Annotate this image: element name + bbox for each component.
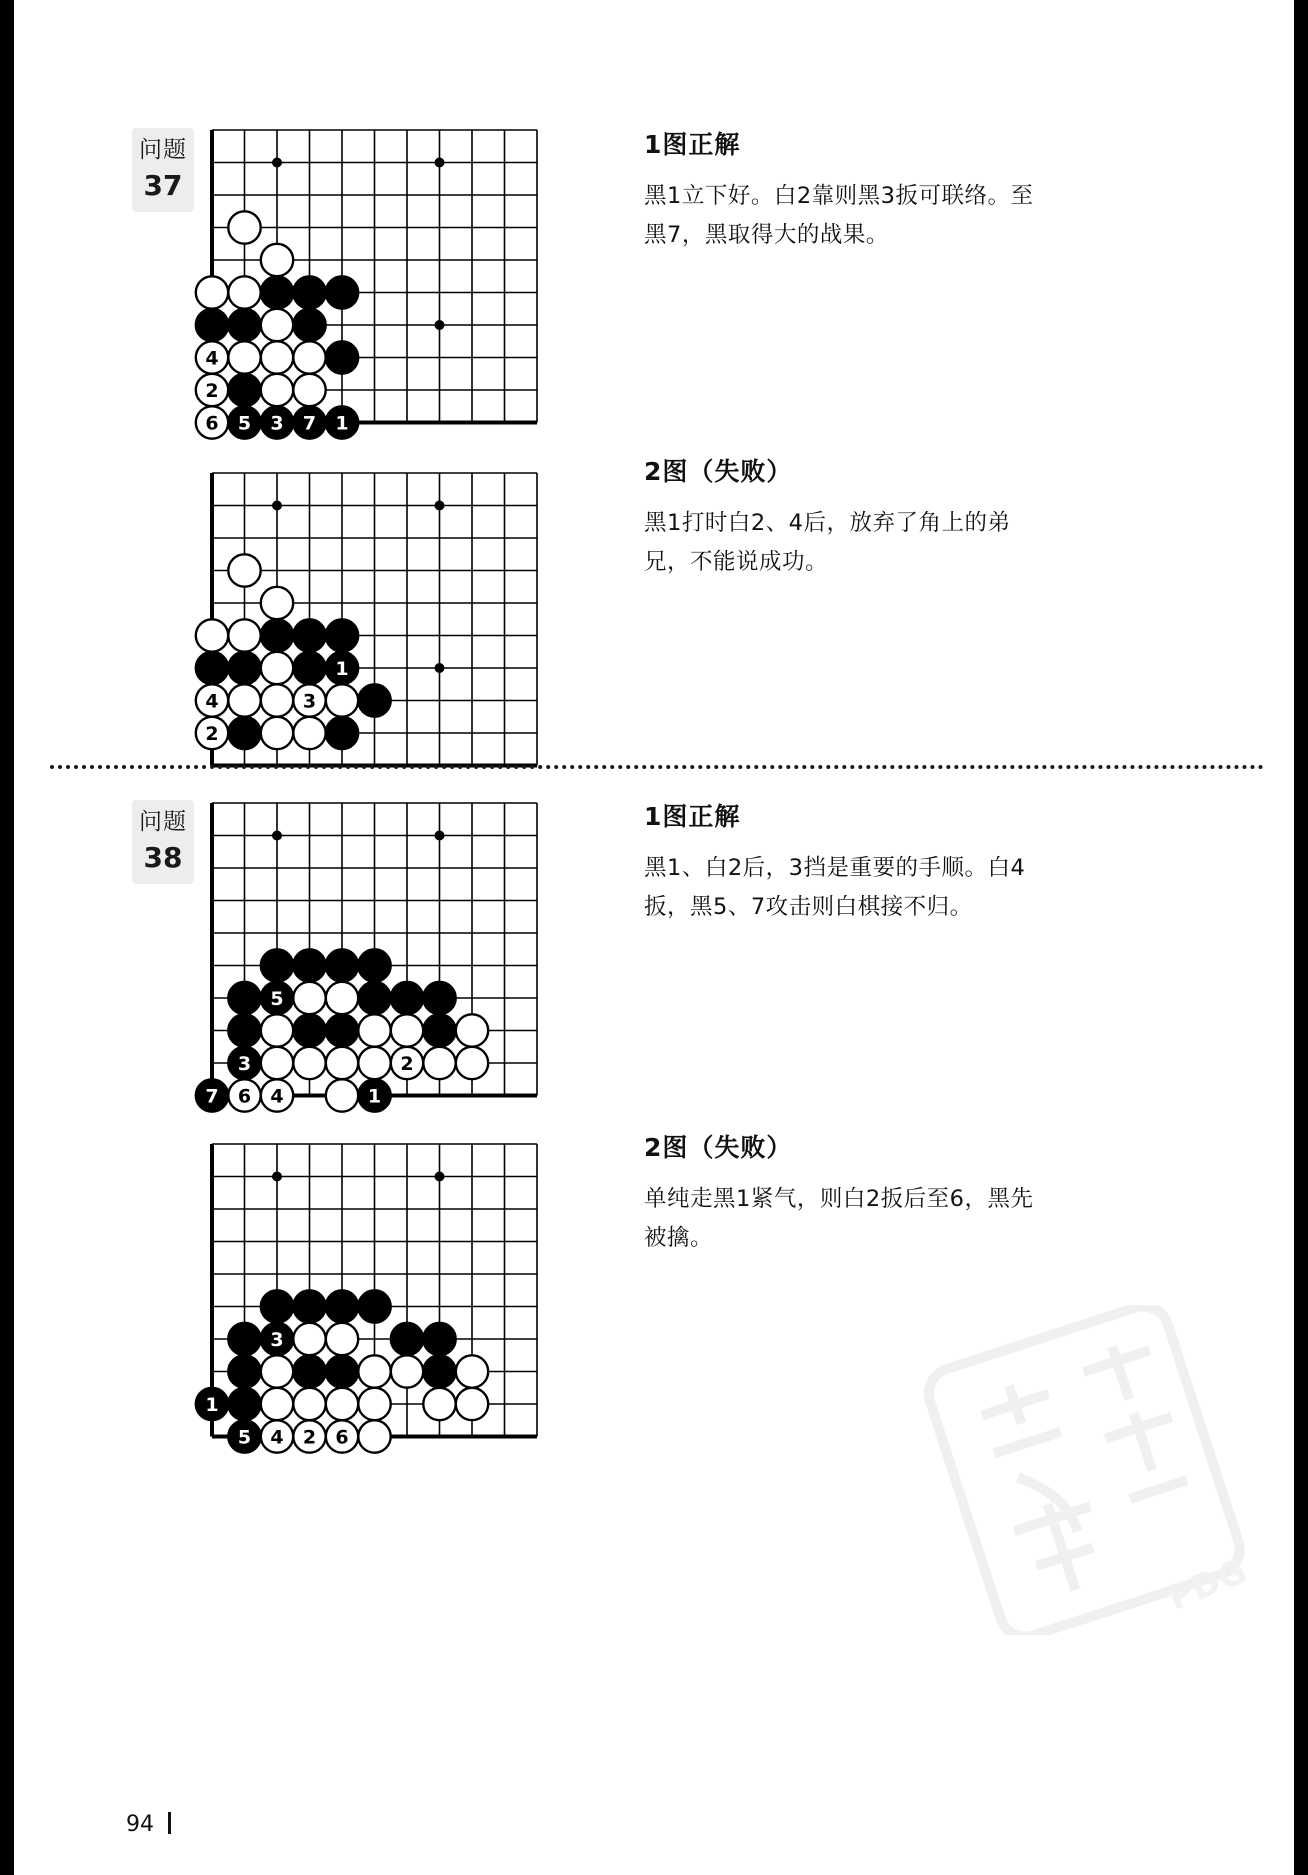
stone-move-number: 7	[205, 1085, 219, 1108]
go-stone-black	[261, 949, 293, 981]
go-stone-black	[423, 982, 455, 1014]
go-stone-white	[456, 1388, 488, 1420]
go-stone-white	[326, 1323, 358, 1355]
go-stone-black	[228, 309, 260, 341]
go-stone-black	[261, 982, 293, 1014]
seal-icon	[924, 1305, 1254, 1635]
go-stone-white	[391, 1014, 423, 1046]
go-stone-black	[261, 619, 293, 651]
go-stone-white	[326, 684, 358, 716]
go-stone-white	[196, 717, 228, 749]
go-stone-white	[293, 717, 325, 749]
go-stone-white	[196, 276, 228, 308]
go-stone-black	[228, 652, 260, 684]
go-stone-black	[228, 1323, 260, 1355]
go-stone-white	[391, 1047, 423, 1079]
problem-tab-word: 问题	[139, 809, 187, 835]
page-sheet	[14, 0, 1294, 1875]
section-divider	[50, 765, 1264, 769]
go-stone-white	[358, 1355, 390, 1387]
go-stone-white	[391, 1355, 423, 1387]
figure-body: 黑1立下好。白2靠则黑3扳可联络。至黑7，黑取得大的战果。	[644, 183, 1034, 248]
go-stone-black	[293, 276, 325, 308]
go-stone-black	[326, 1355, 358, 1387]
stone-move-number: 2	[302, 1426, 317, 1449]
stone-move-number: 1	[367, 1085, 382, 1108]
go-stone-black	[423, 1014, 455, 1046]
go-stone-black	[358, 949, 390, 981]
go-stone-black	[326, 717, 358, 749]
figure-title: 2图（失败）	[644, 457, 793, 486]
problem-tab-word: 问题	[139, 137, 187, 163]
go-stone-white	[358, 1420, 390, 1452]
figure-title: 1图正解	[644, 802, 741, 831]
go-stone-black	[423, 1355, 455, 1387]
stone-move-number: 5	[270, 988, 284, 1011]
go-stone-black	[326, 1014, 358, 1046]
go-stone-black	[228, 982, 260, 1014]
stone-move-number: 1	[335, 412, 349, 435]
go-stone-white	[228, 619, 260, 651]
go-stone-black	[358, 1079, 390, 1111]
go-board-diagram-37-1	[194, 112, 567, 453]
figure-body: 黑1打时白2、4后，放弃了角上的弟兄，不能说成功。	[644, 510, 1011, 575]
go-stone-black	[261, 406, 293, 438]
go-stone-black	[326, 406, 358, 438]
go-grid	[194, 1126, 567, 1467]
go-stone-black	[293, 1355, 325, 1387]
figure-text-37-1	[644, 125, 1034, 254]
go-stone-white	[261, 374, 293, 406]
go-stone-white	[228, 1079, 260, 1111]
go-stone-white	[261, 587, 293, 619]
go-stone-black	[228, 1355, 260, 1387]
go-stone-black	[293, 406, 325, 438]
go-stone-black	[196, 652, 228, 684]
watermark	[924, 1305, 1254, 1635]
go-stone-black	[228, 1388, 260, 1420]
go-board-diagram-38-2	[194, 1126, 567, 1467]
go-stone-black	[196, 1079, 228, 1111]
go-stone-white	[261, 309, 293, 341]
go-stone-white	[423, 1388, 455, 1420]
go-stone-white	[196, 619, 228, 651]
go-stone-white	[261, 244, 293, 276]
go-stone-white	[196, 341, 228, 373]
go-stone-black	[228, 1047, 260, 1079]
go-stone-black	[196, 1388, 228, 1420]
go-stone-white	[261, 1388, 293, 1420]
go-stone-black	[423, 1323, 455, 1355]
page-number	[126, 1812, 171, 1837]
go-stone-white	[293, 374, 325, 406]
problem-tab-37	[132, 128, 194, 212]
problem-tab-number: 37	[143, 169, 183, 203]
go-stone-black	[228, 717, 260, 749]
go-stone-white	[261, 1355, 293, 1387]
go-stone-white	[261, 1420, 293, 1452]
go-stone-black	[228, 374, 260, 406]
go-stone-white	[293, 684, 325, 716]
go-stone-white	[358, 1047, 390, 1079]
go-stone-white	[228, 276, 260, 308]
problem-tab-number: 38	[143, 841, 183, 875]
stone-move-number: 6	[205, 412, 219, 435]
go-stone-white	[326, 1047, 358, 1079]
go-stone-white	[228, 341, 260, 373]
go-stone-white	[358, 1014, 390, 1046]
go-stone-white	[228, 554, 260, 586]
stone-move-number: 3	[237, 1053, 252, 1076]
go-stone-black	[228, 406, 260, 438]
go-stone-white	[228, 684, 260, 716]
stone-move-number: 4	[270, 1426, 284, 1449]
figure-text-38-2	[644, 1128, 1044, 1257]
go-stone-black	[358, 684, 390, 716]
go-stone-white	[358, 1388, 390, 1420]
go-stone-black	[293, 1290, 325, 1322]
go-board-diagram-37-2	[194, 455, 567, 796]
go-stone-black	[326, 619, 358, 651]
figure-title: 1图正解	[644, 130, 741, 159]
figure-text-37-2	[644, 452, 1034, 581]
go-stone-black	[293, 309, 325, 341]
go-stone-white	[196, 406, 228, 438]
go-stone-white	[326, 1420, 358, 1452]
go-stone-black	[326, 341, 358, 373]
go-stone-black	[293, 652, 325, 684]
stone-move-number: 3	[270, 1329, 284, 1352]
go-stone-black	[293, 619, 325, 651]
go-stone-black	[293, 949, 325, 981]
go-stone-black	[326, 1290, 358, 1322]
go-stone-white	[326, 1079, 358, 1111]
go-stone-black	[228, 1014, 260, 1046]
go-stone-black	[391, 1323, 423, 1355]
go-stone-white	[228, 211, 260, 243]
stone-move-number: 2	[205, 723, 219, 746]
go-stone-white	[293, 1420, 325, 1452]
figure-text-38-1	[644, 797, 1044, 926]
stone-move-number: 3	[270, 412, 284, 435]
go-stone-white	[261, 341, 293, 373]
go-stone-white	[456, 1047, 488, 1079]
go-grid	[194, 455, 567, 796]
go-stone-black	[196, 309, 228, 341]
stone-move-number: 3	[302, 690, 317, 713]
go-grid	[194, 785, 567, 1126]
stone-move-number: 1	[335, 658, 349, 681]
go-stone-black	[326, 276, 358, 308]
stone-move-number: 4	[205, 347, 219, 370]
page-number-rule	[168, 1812, 171, 1834]
go-stone-white	[261, 1079, 293, 1111]
stone-move-number: 2	[205, 380, 219, 403]
figure-title: 2图（失败）	[644, 1133, 793, 1162]
go-stone-black	[358, 982, 390, 1014]
go-stone-white	[326, 982, 358, 1014]
go-stone-black	[326, 949, 358, 981]
go-stone-black	[228, 1420, 260, 1452]
go-stone-white	[261, 1047, 293, 1079]
problem-tab-38	[132, 800, 194, 884]
stone-move-number: 7	[302, 412, 317, 435]
watermark-label: PDG	[1162, 1551, 1253, 1619]
go-stone-black	[326, 652, 358, 684]
go-stone-white	[196, 684, 228, 716]
stone-move-number: 6	[237, 1085, 252, 1108]
go-stone-black	[261, 1323, 293, 1355]
figure-body: 单纯走黑1紧气，则白2扳后至6，黑先被擒。	[644, 1186, 1034, 1251]
stone-move-number: 5	[237, 1426, 252, 1449]
go-stone-black	[358, 1290, 390, 1322]
figure-body: 黑1、白2后，3挡是重要的手顺。白4扳，黑5、7攻击则白棋接不归。	[644, 855, 1026, 920]
go-stone-white	[456, 1014, 488, 1046]
go-stone-white	[196, 374, 228, 406]
go-stone-white	[261, 717, 293, 749]
go-stone-white	[293, 341, 325, 373]
go-board-diagram-38-1	[194, 785, 567, 1126]
go-stone-white	[293, 1323, 325, 1355]
go-stone-white	[293, 1388, 325, 1420]
stone-move-number: 4	[270, 1085, 284, 1108]
go-stone-black	[261, 276, 293, 308]
go-stone-black	[391, 982, 423, 1014]
go-stone-white	[326, 1388, 358, 1420]
go-stone-white	[261, 684, 293, 716]
stone-move-number: 1	[205, 1394, 219, 1417]
go-stone-white	[423, 1047, 455, 1079]
stone-move-number: 5	[237, 412, 252, 435]
page-edge-left	[0, 0, 14, 1875]
stone-move-number: 4	[205, 690, 219, 713]
go-stone-black	[261, 1290, 293, 1322]
go-grid	[194, 112, 567, 453]
go-stone-white	[261, 1014, 293, 1046]
page-number-value: 94	[126, 1812, 154, 1837]
go-stone-white	[261, 652, 293, 684]
go-stone-white	[293, 982, 325, 1014]
go-stone-white	[456, 1355, 488, 1387]
stone-move-number: 6	[335, 1426, 349, 1449]
go-stone-black	[293, 1014, 325, 1046]
stone-move-number: 2	[400, 1053, 414, 1076]
go-stone-white	[293, 1047, 325, 1079]
page-edge-right	[1294, 0, 1308, 1875]
